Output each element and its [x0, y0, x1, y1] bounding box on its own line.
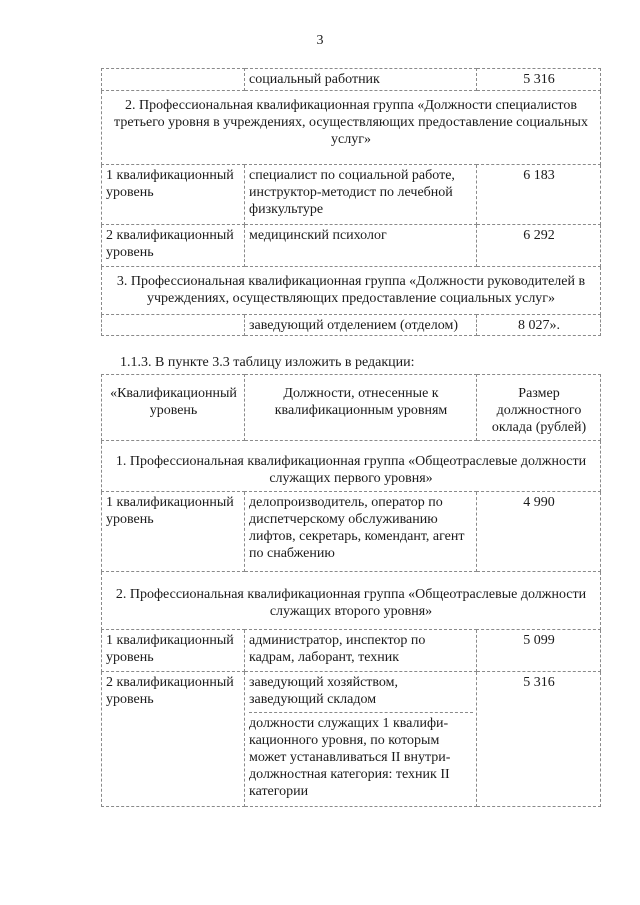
level-cell — [102, 69, 245, 91]
group-title: 1. Профессиональная квалификационная группа «Общеотраслевые должности служащих первого уровня» — [102, 441, 601, 492]
level-cell: 1 квалификационный уровень — [102, 492, 245, 572]
salary-cell: 5 316 — [477, 69, 601, 91]
salary-cell: 4 990 — [477, 492, 601, 572]
positions-text: заведующий хозяйством, заведующий складом — [249, 675, 399, 707]
group-title: 3. Профессиональная квалификационная группа «Должности руководителей в учреждениях, осуществляющих предоставление социальных услуг» — [102, 267, 601, 315]
group-title: 2. Профессиональная квалификационная группа «Должности специалистов третьего уровня в учреждениях, осуществляющих предоставление социальных услуг» — [102, 91, 601, 165]
header-row — [102, 375, 601, 441]
positions-cell: администратор, инспектор по кадрам, лаборант, техник — [245, 630, 477, 672]
group-row — [102, 572, 601, 630]
header-level: «Квалификационный уровень — [102, 375, 245, 441]
positions-extra-text: должности служащих 1 квалифи-кационного уровня, по которым может устанавливаться II внутри-должностная категория: техник II категории — [249, 712, 473, 800]
group-row — [102, 91, 601, 165]
level-cell: 2 квалификационный уровень — [102, 225, 245, 267]
header-positions: Должности, отнесенные к квалификационным уровням — [245, 375, 477, 441]
header-salary: Размер должностного оклада (рублей) — [477, 375, 601, 441]
group-title: 2. Профессиональная квалификационная группа «Общеотраслевые должности служащих второго уровня» — [102, 572, 601, 630]
page-number: 3 — [316, 33, 324, 48]
table-row — [102, 225, 601, 267]
table-top — [101, 68, 600, 336]
group-row — [102, 441, 601, 492]
table-row — [102, 69, 601, 91]
level-cell — [102, 315, 245, 336]
salary-cell: 8 027». — [477, 315, 601, 336]
table-row — [102, 672, 601, 807]
group-row — [102, 267, 601, 315]
salary-cell: 6 292 — [477, 225, 601, 267]
positions-cell: заведующий отделением (отделом) — [245, 315, 477, 336]
instruction-text: 1.1.3. В пункте 3.3 таблицу изложить в редакции: — [120, 355, 415, 370]
positions-cell: делопроизводитель, оператор по диспетчерскому обслуживанию лифтов, секретарь, комендант, агент по снабжению — [245, 492, 477, 572]
positions-cell: социальный работник — [245, 69, 477, 91]
positions-cell: медицинский психолог — [245, 225, 477, 267]
level-cell: 1 квалификационный уровень — [102, 165, 245, 225]
level-cell: 2 квалификационный уровень — [102, 672, 245, 807]
salary-cell: 5 099 — [477, 630, 601, 672]
salary-cell: 5 316 — [477, 672, 601, 807]
table-new — [101, 374, 600, 807]
table-row — [102, 315, 601, 336]
table-row — [102, 492, 601, 572]
table-row — [102, 630, 601, 672]
table-row — [102, 165, 601, 225]
salary-cell: 6 183 — [477, 165, 601, 225]
positions-cell: специалист по социальной работе, инструктор-методист по лечебной физкультуре — [245, 165, 477, 225]
level-cell: 1 квалификационный уровень — [102, 630, 245, 672]
positions-cell — [245, 672, 477, 807]
